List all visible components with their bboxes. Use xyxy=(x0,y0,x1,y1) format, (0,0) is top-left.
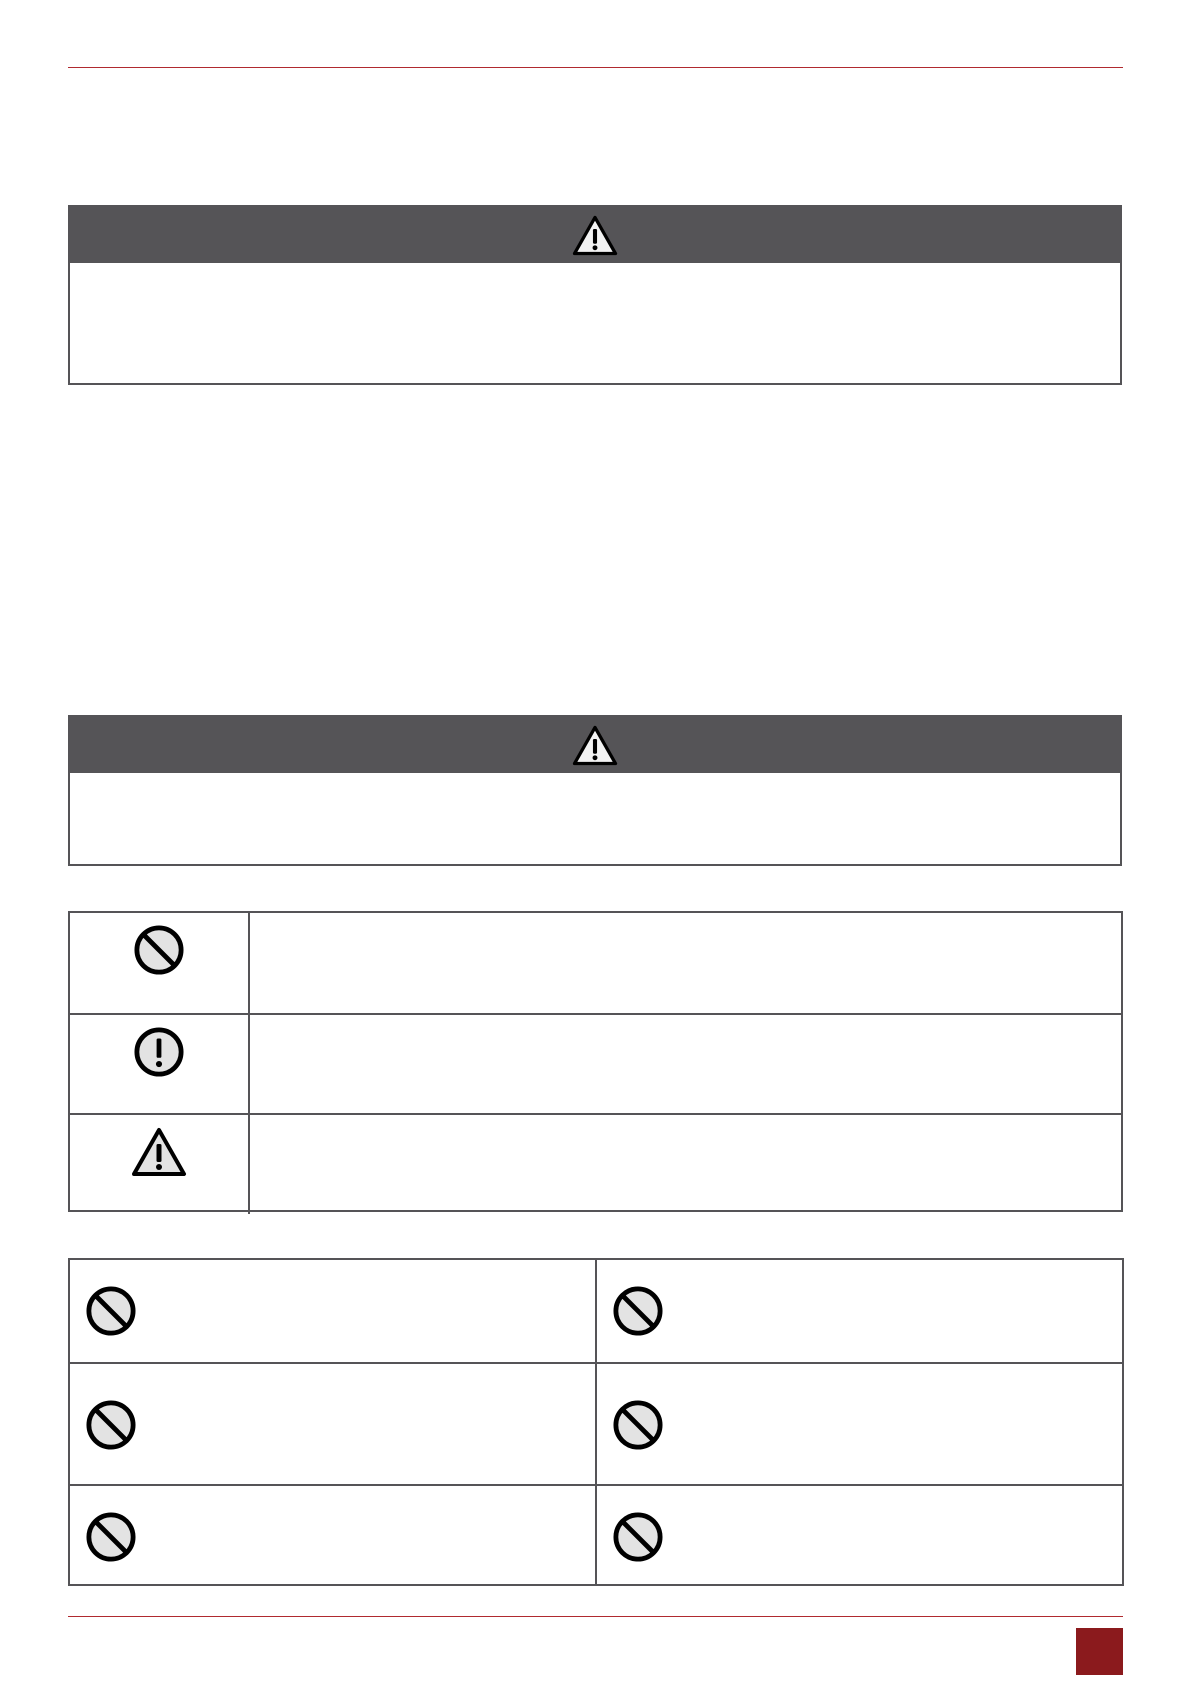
warning-box-1 xyxy=(68,205,1122,385)
prohibited-icon xyxy=(613,1286,663,1336)
warning-triangle-icon xyxy=(572,215,618,256)
prohibition-cell xyxy=(70,1486,597,1586)
legend-text-cell xyxy=(252,1115,1121,1214)
prohibited-icon xyxy=(134,925,184,975)
prohibition-cell xyxy=(597,1260,1122,1362)
prohibition-cell xyxy=(70,1364,597,1486)
prohibition-grid xyxy=(68,1258,1124,1586)
warning-body-1 xyxy=(70,263,1120,385)
prohibited-icon xyxy=(613,1512,663,1562)
legend-text-cell xyxy=(252,1015,1121,1115)
warning-header-2 xyxy=(70,717,1120,773)
prohibition-row-3 xyxy=(70,1484,1122,1586)
legend-text-cell xyxy=(252,913,1121,1013)
symbol-legend-table xyxy=(68,911,1123,1212)
legend-row-mandatory xyxy=(70,1013,1121,1115)
warning-body-2 xyxy=(70,773,1120,866)
prohibition-row-2 xyxy=(70,1362,1122,1486)
prohibited-icon xyxy=(613,1400,663,1450)
legend-row-caution xyxy=(70,1113,1121,1214)
warning-triangle-icon xyxy=(572,725,618,766)
exclamation-circle-icon xyxy=(134,1027,184,1077)
prohibition-row-1 xyxy=(70,1260,1122,1362)
prohibition-cell xyxy=(597,1486,1122,1586)
footer-rule xyxy=(68,1616,1123,1617)
header-rule xyxy=(68,67,1123,68)
legend-icon-cell xyxy=(70,1115,250,1214)
page-number-badge xyxy=(1076,1628,1123,1675)
legend-icon-cell xyxy=(70,913,250,1013)
prohibited-icon xyxy=(86,1400,136,1450)
prohibition-cell xyxy=(597,1364,1122,1486)
prohibition-cell xyxy=(70,1260,597,1362)
legend-icon-cell xyxy=(70,1015,250,1115)
caution-triangle-icon xyxy=(131,1127,187,1177)
legend-row-prohibited xyxy=(70,913,1121,1013)
warning-box-2 xyxy=(68,715,1122,866)
prohibited-icon xyxy=(86,1286,136,1336)
prohibited-icon xyxy=(86,1512,136,1562)
warning-header-1 xyxy=(70,207,1120,263)
